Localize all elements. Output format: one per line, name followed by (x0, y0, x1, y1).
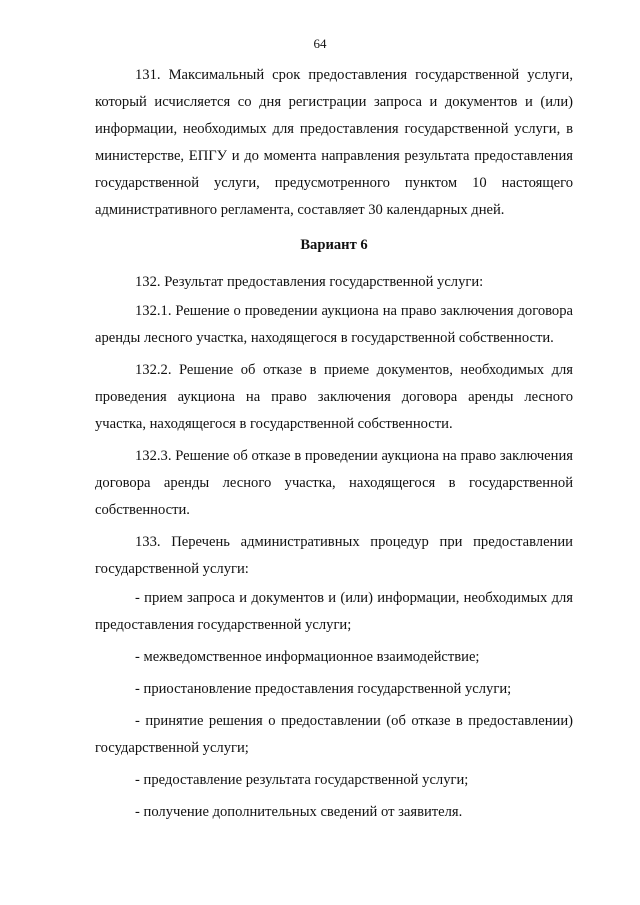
document-body (95, 62, 573, 826)
list-item: - прием запроса и документов и (или) информации, необходимых для предоставления государственной услуги; (95, 590, 573, 633)
paragraph-132-1: 132.1. Решение о проведении аукциона на право заключения договора аренды лесного участка, находящегося в государственной собственности. (95, 303, 573, 346)
page-number: 64 (313, 36, 327, 51)
list-item: - принятие решения о предоставлении (об отказе в предоставлении) государственной услуги; (95, 713, 573, 756)
list-item: - приостановление предоставления государственной услуги; (135, 681, 512, 697)
list-item: - получение дополнительных сведений от заявителя. (135, 804, 463, 820)
section-heading: Вариант 6 (300, 237, 368, 253)
paragraph-132: 132. Результат предоставления государственной услуги: (135, 274, 484, 290)
list-item: - межведомственное информационное взаимодействие; (135, 649, 480, 665)
paragraph-131: 131. Максимальный срок предоставления государственной услуги, который исчисляется со дня регистрации запроса и документов и (или) информации, необходимых для предоставления государственной услуги, в министерстве, ЕПГУ и до момента направления результата предоставления государственной услуги, предусмотренного пунктом 10 настоящего административного регламента, составляет 30 календарных дней. (95, 67, 573, 218)
list-item: - предоставление результата государственной услуги; (135, 772, 469, 788)
paragraph-132-2: 132.2. Решение об отказе в приеме документов, необходимых для проведения аукциона на право заключения договора аренды лесного участка, находящегося в государственной собственности. (95, 362, 573, 432)
paragraph-132-3: 132.3. Решение об отказе в проведении аукциона на право заключения договора аренды лесного участка, находящегося в государственной собственности. (95, 448, 573, 518)
paragraph-133: 133. Перечень административных процедур при предоставлении государственной услуги: (95, 534, 573, 577)
